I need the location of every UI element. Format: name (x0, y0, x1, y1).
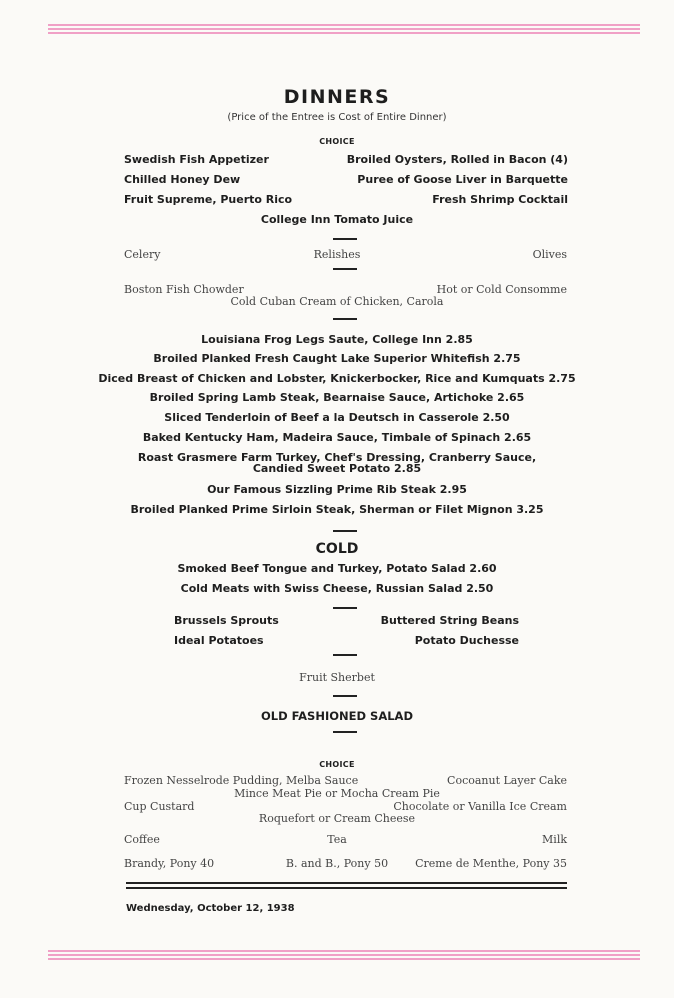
divider-dash (333, 238, 357, 240)
top-decorative-band (48, 24, 640, 38)
soup-item: Boston Fish Chowder (124, 283, 244, 296)
beverage-item: Tea (327, 833, 347, 846)
appetizer-item: Chilled Honey Dew (124, 173, 241, 186)
menu-title: DINNERS (283, 86, 391, 108)
footer-rule (126, 882, 567, 884)
appetizer-item: Fresh Shrimp Cocktail (432, 193, 568, 206)
entree-item: Broiled Planked Fresh Caught Lake Superior Whitefish 2.75 (153, 352, 521, 365)
divider-dash (333, 268, 357, 270)
entree-item: Sliced Tenderloin of Beef a la Deutsch in Casserole 2.50 (164, 411, 510, 424)
entree-item-continued: Candied Sweet Potato 2.85 (252, 462, 422, 475)
entree-item: Our Famous Sizzling Prime Rib Steak 2.95 (207, 483, 467, 496)
menu-date: Wednesday, October 12, 1938 (126, 903, 295, 914)
dessert-item: Roquefort or Cream Cheese (258, 812, 416, 825)
footer-rule (126, 887, 567, 889)
divider-dash (333, 607, 357, 609)
entree-item: Broiled Spring Lamb Steak, Bearnaise Sauce, Artichoke 2.65 (149, 391, 525, 404)
dessert-item: Mince Meat Pie or Mocha Cream Pie (234, 787, 440, 800)
divider-dash (333, 731, 357, 733)
dessert-item: Frozen Nesselrode Pudding, Melba Sauce (124, 774, 359, 787)
vegetable-item: Buttered String Beans (380, 614, 519, 627)
entree-item: Broiled Planked Prime Sirloin Steak, Sherman or Filet Mignon 3.25 (130, 503, 544, 516)
divider-dash (333, 695, 357, 697)
soup-item: Cold Cuban Cream of Chicken, Carola (230, 295, 444, 308)
relish-heading: Relishes (313, 248, 361, 261)
divider-dash (333, 318, 357, 320)
vegetable-item: Ideal Potatoes (174, 634, 264, 647)
divider-dash (333, 654, 357, 656)
dessert-item: Chocolate or Vanilla Ice Cream (393, 800, 567, 813)
dessert-item: Cocoanut Layer Cake (447, 774, 567, 787)
salad-heading: OLD FASHIONED SALAD (260, 709, 414, 723)
soup-item: Hot or Cold Consomme (436, 283, 567, 296)
appetizer-item: Swedish Fish Appetizer (124, 153, 269, 166)
entree-item: Diced Breast of Chicken and Lobster, Knickerbocker, Rice and Kumquats 2.75 (98, 372, 576, 385)
cold-heading: COLD (315, 541, 359, 557)
vegetable-item: Brussels Sprouts (174, 614, 279, 627)
beverage-item: Coffee (124, 833, 160, 846)
cold-item: Cold Meats with Swiss Cheese, Russian Salad 2.50 (180, 582, 494, 595)
appetizer-item: Puree of Goose Liver in Barquette (357, 173, 568, 186)
choice-label: CHOICE (319, 137, 355, 146)
entree-item: Baked Kentucky Ham, Madeira Sauce, Timbale of Spinach 2.65 (142, 431, 532, 444)
liqueur-item: B. and B., Pony 50 (285, 857, 389, 870)
liqueur-item: Creme de Menthe, Pony 35 (415, 857, 567, 870)
relish-item: Celery (124, 248, 161, 261)
entree-item: Roast Grasmere Farm Turkey, Chef's Dressing, Cranberry Sauce, (137, 451, 537, 464)
appetizer-item: Broiled Oysters, Rolled in Bacon (4) (346, 153, 568, 166)
relish-item: Olives (532, 248, 567, 261)
appetizer-item: Fruit Supreme, Puerto Rico (124, 193, 293, 206)
menu-subtitle: (Price of the Entree is Cost of Entire Dinner) (227, 112, 447, 123)
sherbet-item: Fruit Sherbet (299, 671, 375, 684)
appetizer-item: College Inn Tomato Juice (260, 213, 414, 226)
dessert-item: Cup Custard (124, 800, 195, 813)
choice-label: CHOICE (319, 760, 355, 769)
vegetable-item: Potato Duchesse (414, 634, 519, 647)
beverage-item: Milk (542, 833, 567, 846)
bottom-decorative-band (48, 950, 640, 964)
liqueur-item: Brandy, Pony 40 (124, 857, 215, 870)
cold-item: Smoked Beef Tongue and Turkey, Potato Salad 2.60 (177, 562, 497, 575)
entree-item: Louisiana Frog Legs Saute, College Inn 2.85 (201, 333, 473, 346)
divider-dash (333, 530, 357, 532)
